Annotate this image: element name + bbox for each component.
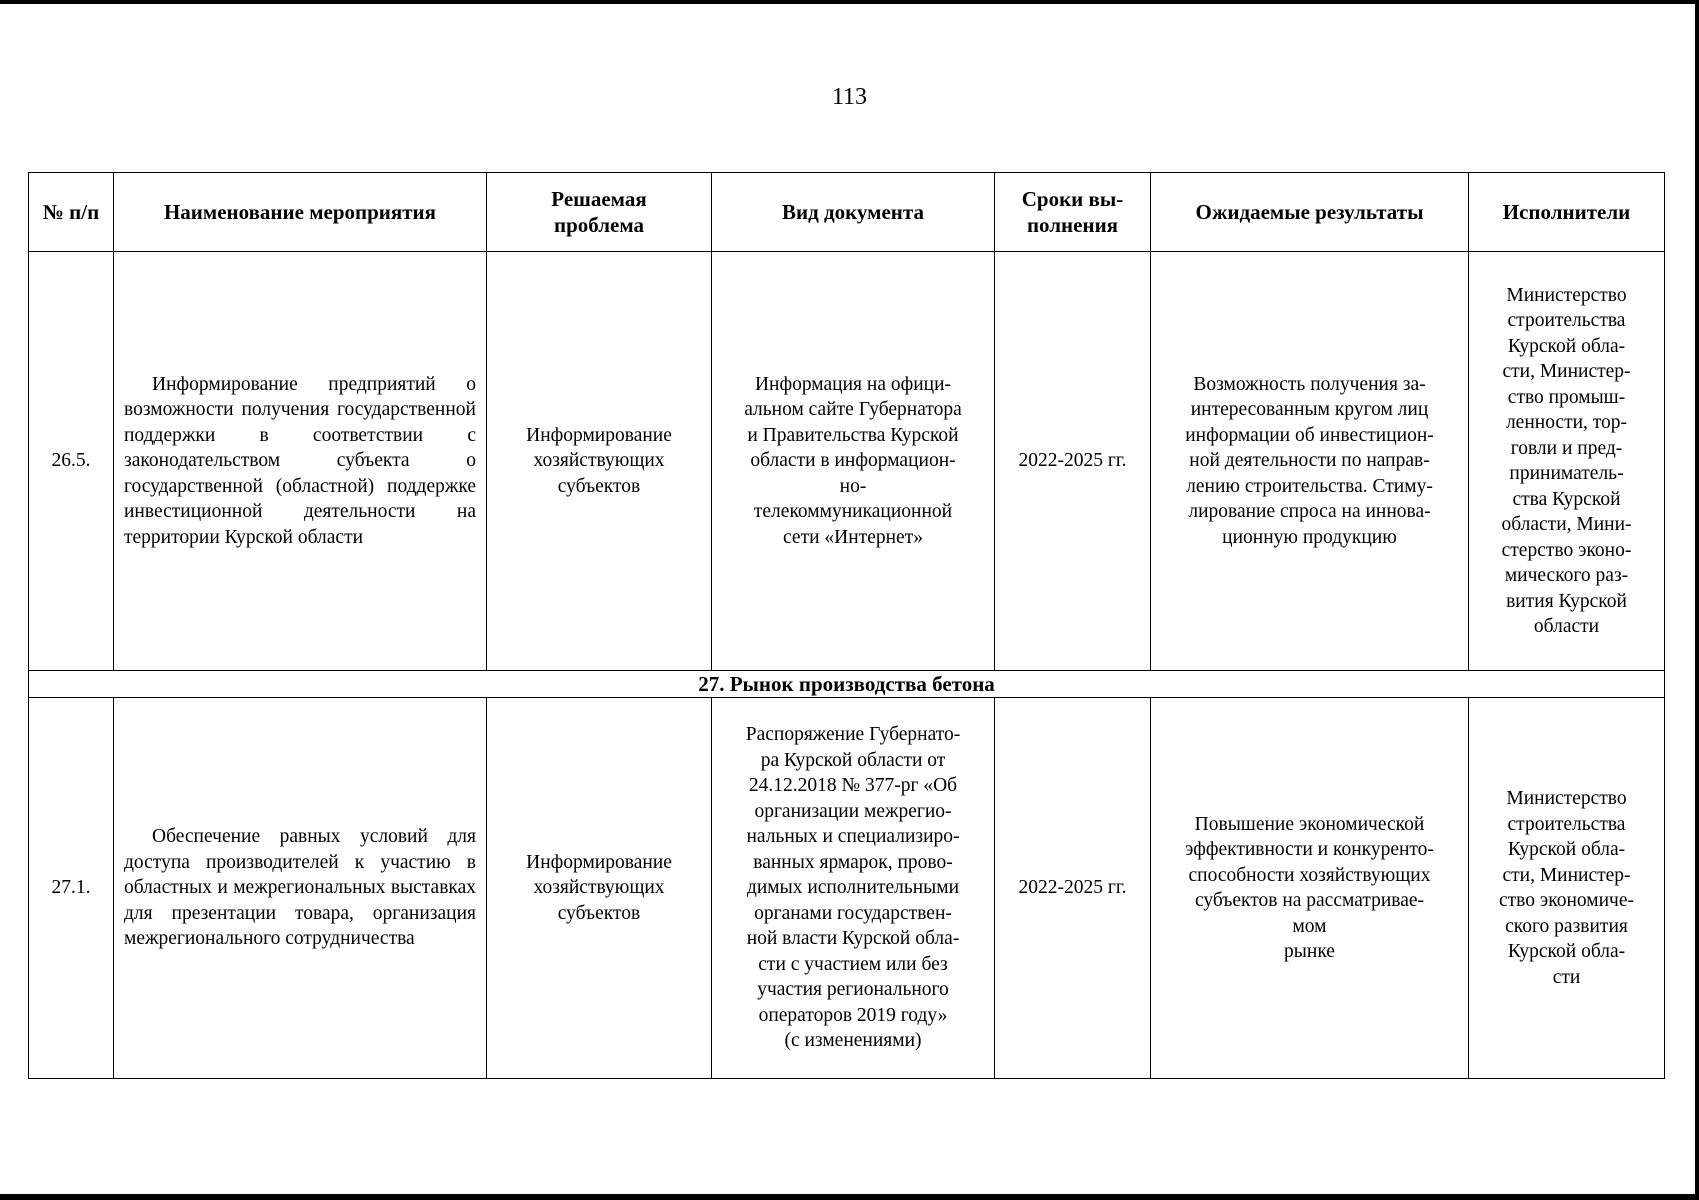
row-event <box>114 698 487 1079</box>
header-row <box>29 173 1665 252</box>
table-row <box>29 698 1665 1079</box>
row-event-text: Обеспечение равных условий для доступа производителей к участию в областных и межрегиональных выставках для презентации товара, организация межрегионального сотрудничества <box>124 826 476 950</box>
section-row <box>29 671 1665 698</box>
row-number: 27.1. <box>29 698 114 1079</box>
row-executors: Министерство строительства Курской обла- сти, Министер- ство экономиче- ского развития Курской обла- сти <box>1469 698 1665 1079</box>
table-row <box>29 252 1665 671</box>
row-number: 26.5. <box>29 252 114 671</box>
header-expected-results: Ожидаемые результаты <box>1151 173 1469 252</box>
header-deadline: Сроки вы- полнения <box>995 173 1151 252</box>
header-executors: Исполнители <box>1469 173 1665 252</box>
header-problem: Решаемая проблема <box>487 173 712 252</box>
section-title: 27. Рынок производства бетона <box>29 671 1665 698</box>
scan-edge-bottom <box>0 1194 1699 1200</box>
row-event <box>114 252 487 671</box>
row-event-text: Информирование предприятий о возможности получения государственной поддержки в соответствии с законодательством субъекта о государственной (областной) поддержке инвестиционной деятельности на территории Курской области <box>124 373 476 548</box>
header-number: № п/п <box>29 173 114 252</box>
row-executors: Министерство строительства Курской обла- сти, Министер- ство промыш- ленности, тор- говли и пред- приниматель- ства Курской области, Мини- стерство эконо- мического раз- вития Курской области <box>1469 252 1665 671</box>
row-result: Повышение экономической эффективности и конкуренто- способности хозяйствующих субъектов на рассматривае- мом рынке <box>1151 698 1469 1079</box>
row-term: 2022-2025 гг. <box>995 252 1151 671</box>
row-problem: Информирование хозяйствующих субъектов <box>487 252 712 671</box>
page-number: 113 <box>831 84 868 110</box>
row-result: Возможность получения за- интересованным кругом лиц информации об инвестицион- ной деятельности по направ- лению строительства. Стиму- лирование спроса на иннова- ционную продукцию <box>1151 252 1469 671</box>
header-event-name: Наименование мероприятия <box>114 173 487 252</box>
row-problem: Информирование хозяйствующих субъектов <box>487 698 712 1079</box>
row-term: 2022-2025 гг. <box>995 698 1151 1079</box>
scan-edge-top <box>0 0 1699 4</box>
scan-edge-right <box>1695 0 1699 1200</box>
row-document: Распоряжение Губернато- ра Курской области от 24.12.2018 № 377-рг «Об организации межрегио- нальных и специализиро- ванных ярмарок, прово- димых исполнительными органами государствен- ной власти Курской обла- сти с участием или без участия регионального операторов 2019 году» (с изменениями) <box>712 698 995 1079</box>
header-document-type: Вид документа <box>712 173 995 252</box>
action-plan-table <box>28 172 1665 1079</box>
row-document: Информация на офици- альном сайте Губернатора и Правительства Курской области в информацион- но- телекоммуникационной сети «Интернет» <box>712 252 995 671</box>
